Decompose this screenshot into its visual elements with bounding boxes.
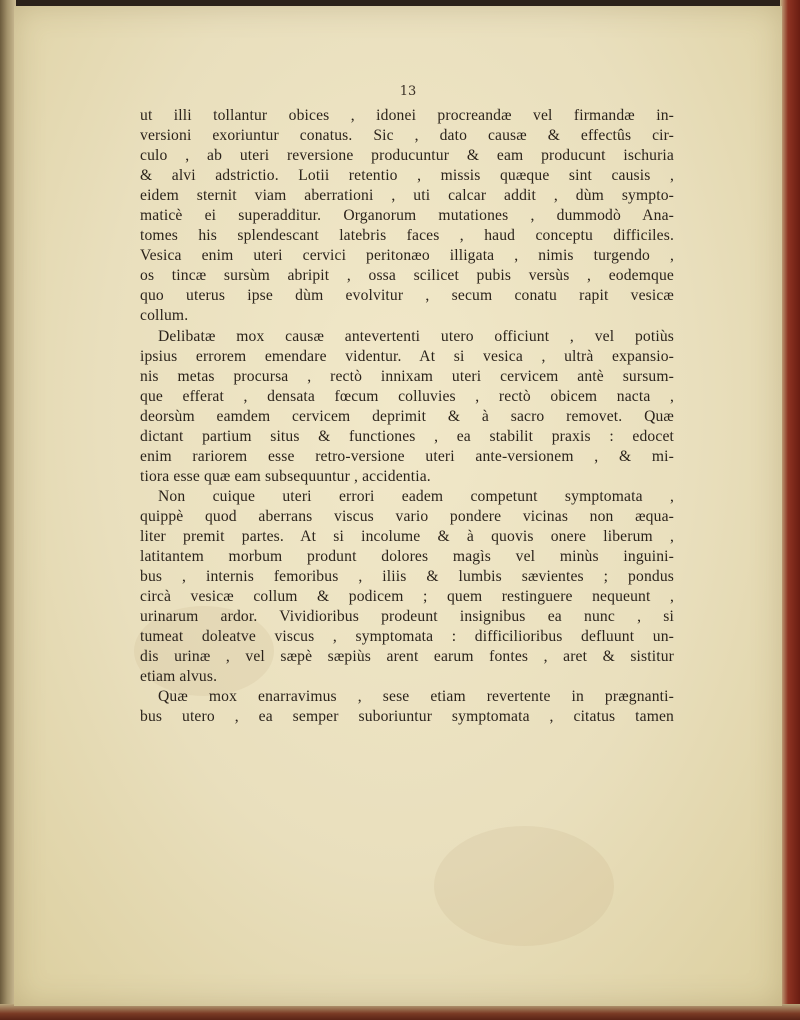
text-line: quippè quod aberrans viscus vario pondere vicinas non æqua-: [140, 507, 674, 525]
text-line: circà vesicæ collum & podicem ; quem restinguere nequeunt ,: [140, 588, 674, 606]
book-right-edge: [780, 0, 800, 1020]
text-line: ipsius errorem emendare videntur. At si vesica , ultrà expansio-: [140, 347, 674, 365]
text-line: & alvi adstrictio. Lotii retentio , missis quæque sint causis ,: [140, 167, 674, 185]
text-line: liter premit partes. At si incolume & à quovis onere liberum ,: [140, 527, 674, 545]
text-line: maticè ei superadditur. Organorum mutationes , dummodò Ana-: [140, 207, 674, 225]
text-line: enim rariorem esse retro-versione uteri ante-versionem , & mi-: [140, 447, 674, 465]
page-number: 13: [399, 84, 417, 99]
book-bottom-edge: [0, 1004, 800, 1020]
text-line: latitantem morbum produnt dolores magìs vel minùs inguini-: [140, 548, 674, 566]
text-line: etiam alvus.: [140, 668, 218, 686]
body-text: [140, 106, 674, 727]
text-line: tiora esse quæ eam subsequuntur , accidentia.: [140, 467, 431, 485]
text-line: urinarum ardor. Vividioribus prodeunt insignibus ea nunc , si: [140, 608, 674, 626]
text-line: que efferat , densata fœcum colluvies , rectò obicem nacta ,: [140, 387, 674, 405]
text-line: culo , ab uteri reversione producuntur & eam producunt ischuria: [140, 147, 674, 165]
text-line: nis metas procursa , rectò innixam uteri cervicem antè sursum-: [140, 367, 674, 385]
text-line: bus , internis femoribus , iliis & lumbis sævientes ; pondus: [140, 568, 674, 586]
text-line: collum.: [140, 307, 189, 325]
text-line: Vesica enim uteri cervici peritonæo illigata , nimis turgendo ,: [140, 247, 674, 265]
text-line: Non cuique uteri errori eadem competunt symptomata ,: [158, 487, 674, 505]
text-line: tumeat doleatve viscus , symptomata : difficilioribus defluunt un-: [140, 628, 674, 646]
text-line: eidem sternit viam aberrationi , uti calcar addit , dùm sympto-: [140, 187, 674, 205]
text-line: bus utero , ea semper suboriuntur symptomata , citatus tamen: [140, 708, 674, 726]
page-leaf: [14, 6, 782, 1006]
text-line: quo uterus ipse dùm evolvitur , secum conatu rapit vesicæ: [140, 287, 674, 305]
text-line: Quæ mox enarravimus , sese etiam revertente in prægnanti-: [158, 688, 674, 706]
text-line: Delibatæ mox causæ antevertenti utero officiunt , vel potiùs: [158, 327, 674, 345]
paper-stain: [434, 826, 614, 946]
text-line: deorsùm eamdem cervicem deprimit & à sacro removet. Quæ: [140, 407, 674, 425]
text-line: os tincæ sursùm abripit , ossa scilicet pubis versùs , eodemque: [140, 267, 674, 285]
text-line: tomes his splendescant latebris faces , haud conceptu difficiles.: [140, 227, 674, 245]
text-line: dictant partium situs & functiones , ea stabilit praxis : edocet: [140, 427, 674, 445]
text-line: ut illi tollantur obices , idonei procreandæ vel firmandæ in-: [140, 107, 674, 124]
text-line: dis urinæ , vel sæpè sæpiùs arent earum fontes , aret & sistitur: [140, 648, 674, 666]
text-line: versioni exoriuntur conatus. Sic , dato causæ & effectûs cir-: [140, 127, 674, 145]
